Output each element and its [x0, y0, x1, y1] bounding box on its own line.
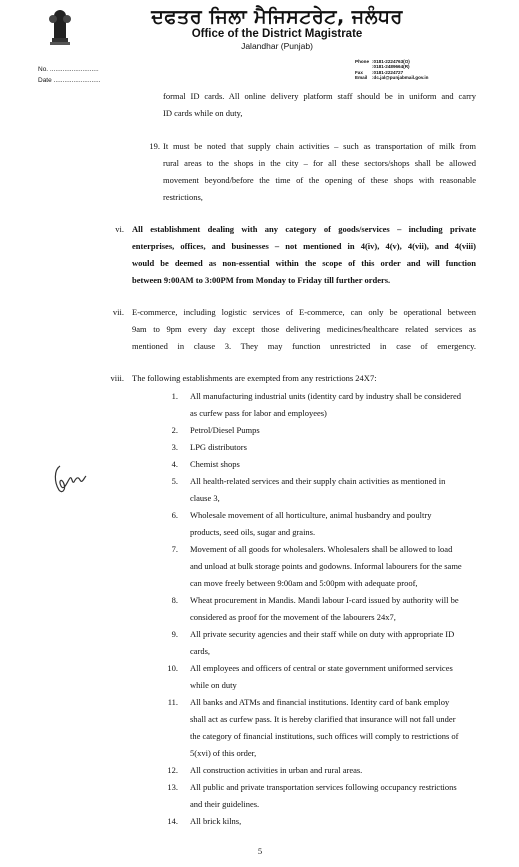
clause-number: viii. [110, 373, 124, 383]
list-item-line: considered as proof for the movement of the labourers 24x7, [190, 612, 396, 622]
paragraph-line: All establishment dealing with any category of goods/services – including private [132, 224, 476, 234]
list-item-number: 8. [171, 595, 178, 605]
paragraph-line: 9am to 9pm every day except those delivering medicines/healthcare related services as [132, 324, 476, 334]
continuation-line: ID cards while on duty, [163, 108, 243, 118]
state-emblem-icon [42, 6, 78, 46]
paragraph-line: It must be noted that supply chain activities – such as transportation of milk from [163, 141, 476, 151]
list-item-line: All construction activities in urban and rural areas. [190, 765, 363, 775]
list-item-line: Movement of all goods for wholesalers. Wholesalers shall be allowed to load [190, 544, 453, 554]
list-item-number: 1. [171, 391, 178, 401]
list-item-line: clause 3, [190, 493, 220, 503]
email: Email :dc.jal@punjabmail.gov.in [355, 74, 429, 80]
list-item-number: 9. [171, 629, 178, 639]
phone-office: Phone :0181-2224763(O) [355, 59, 410, 64]
clause-number: vi. [115, 224, 124, 234]
list-item-number: 4. [171, 459, 178, 469]
paragraph-line: between 9:00AM to 3:00PM from Monday to Friday till further orders. [132, 275, 391, 285]
list-item-line: All brick kilns, [190, 816, 242, 826]
paragraph-line: The following establishments are exempted from any restrictions 24X7: [132, 373, 377, 383]
item-number: 19. [149, 141, 160, 151]
office-location: Jalandhar (Punjab) [241, 41, 313, 51]
list-item-line: and unload at bulk storage points and godowns. Informal labourers for the same [190, 561, 462, 571]
list-item-line: cards, [190, 646, 211, 656]
office-title-punjabi: ਦਫਤਰ ਜਿਲਾ ਮੈਜਿਸਟਰੇਟ, ਜਲੰਧਰ [151, 6, 403, 28]
list-item-number: 6. [171, 510, 178, 520]
list-item-number: 13. [167, 782, 178, 792]
list-item-number: 7. [171, 544, 178, 554]
paragraph-line: mentioned in clause 3. They may function unrestricted in case of emergency. [132, 341, 476, 351]
phone-residence: :0181-2489664(R) [372, 64, 410, 70]
paragraph-line: rural areas to the shops in the city – for all these sectors/shops shall be allowed [163, 158, 476, 168]
contact-details [355, 59, 428, 80]
list-item-number: 10. [167, 663, 178, 673]
list-item-line: products, seed oils, sugar and grains. [190, 527, 316, 537]
list-item-number: 14. [167, 816, 178, 826]
list-item-number: 3. [171, 442, 178, 452]
paragraph-line: restrictions, [163, 192, 203, 202]
list-item-line: Wheat procurement in Mandis. Mandi labour I-card issued by authority will be [190, 595, 459, 605]
list-item-line: can move freely between 9:00am and 5:00pm with adequate proof, [190, 578, 418, 588]
list-item-line: 5(xvi) of this order, [190, 748, 257, 758]
fax: Fax :0181-2224727 [355, 69, 404, 75]
continuation-line: formal ID cards. All online delivery platform staff should be in uniform and carry [163, 91, 476, 101]
reference-number-line: No. ........................... [38, 66, 99, 73]
list-item-line: All private security agencies and their staff while on duty with appropriate ID [190, 629, 455, 639]
list-item-line: All employees and officers of central or state government uniformed services [190, 663, 453, 673]
list-item-line: All health-related services and their supply chain activities as mentioned in [190, 476, 446, 486]
list-item-line: and their guidelines. [190, 799, 260, 809]
paragraph-line: movement beyond/before the time of the opening of these shops with reasonable [163, 175, 476, 185]
list-item-line: shall act as curfew pass. It is hereby clarified that insurance will not fall under [190, 714, 456, 724]
list-item-line: Petrol/Diesel Pumps [190, 425, 260, 435]
list-item-line: Chemist shops [190, 459, 240, 469]
date-line: Date .......................... [38, 77, 101, 84]
list-item-line: All banks and ATMs and financial institutions. Identity card of bank employ [190, 697, 450, 707]
list-item-line: LPG distributors [190, 442, 247, 452]
list-item-line: All manufacturing industrial units (identity card by industry shall be considered [190, 391, 461, 401]
list-item-number: 5. [171, 476, 178, 486]
office-title-english: Office of the District Magistrate [191, 28, 363, 40]
list-item-line: as curfew pass for labor and employees) [190, 408, 327, 418]
list-item-line: Wholesale movement of all horticulture, animal husbandry and poultry [190, 510, 432, 520]
handwritten-initials-icon [50, 460, 90, 500]
list-item-line: All public and private transportation services following occupancy restrictions [190, 782, 457, 792]
list-item-line: while on duty [190, 680, 237, 690]
paragraph-line: E-commerce, including logistic services of E-commerce, can only be operational between [132, 307, 476, 317]
page-number: 5 [257, 846, 263, 856]
clause-number: vii. [112, 307, 124, 317]
paragraph-line: enterprises, offices, and businesses – not mentioned in 4(iv), 4(v), 4(vii), and 4(viii) [132, 241, 476, 251]
list-item-number: 12. [167, 765, 178, 775]
paragraph-line: would be deemed as non-essential within the scope of this order and will function [132, 258, 476, 268]
list-item-number: 2. [171, 425, 178, 435]
list-item-number: 11. [167, 697, 178, 707]
list-item-line: the category of financial institutions, such offices will comply to restrictions of [190, 731, 459, 741]
